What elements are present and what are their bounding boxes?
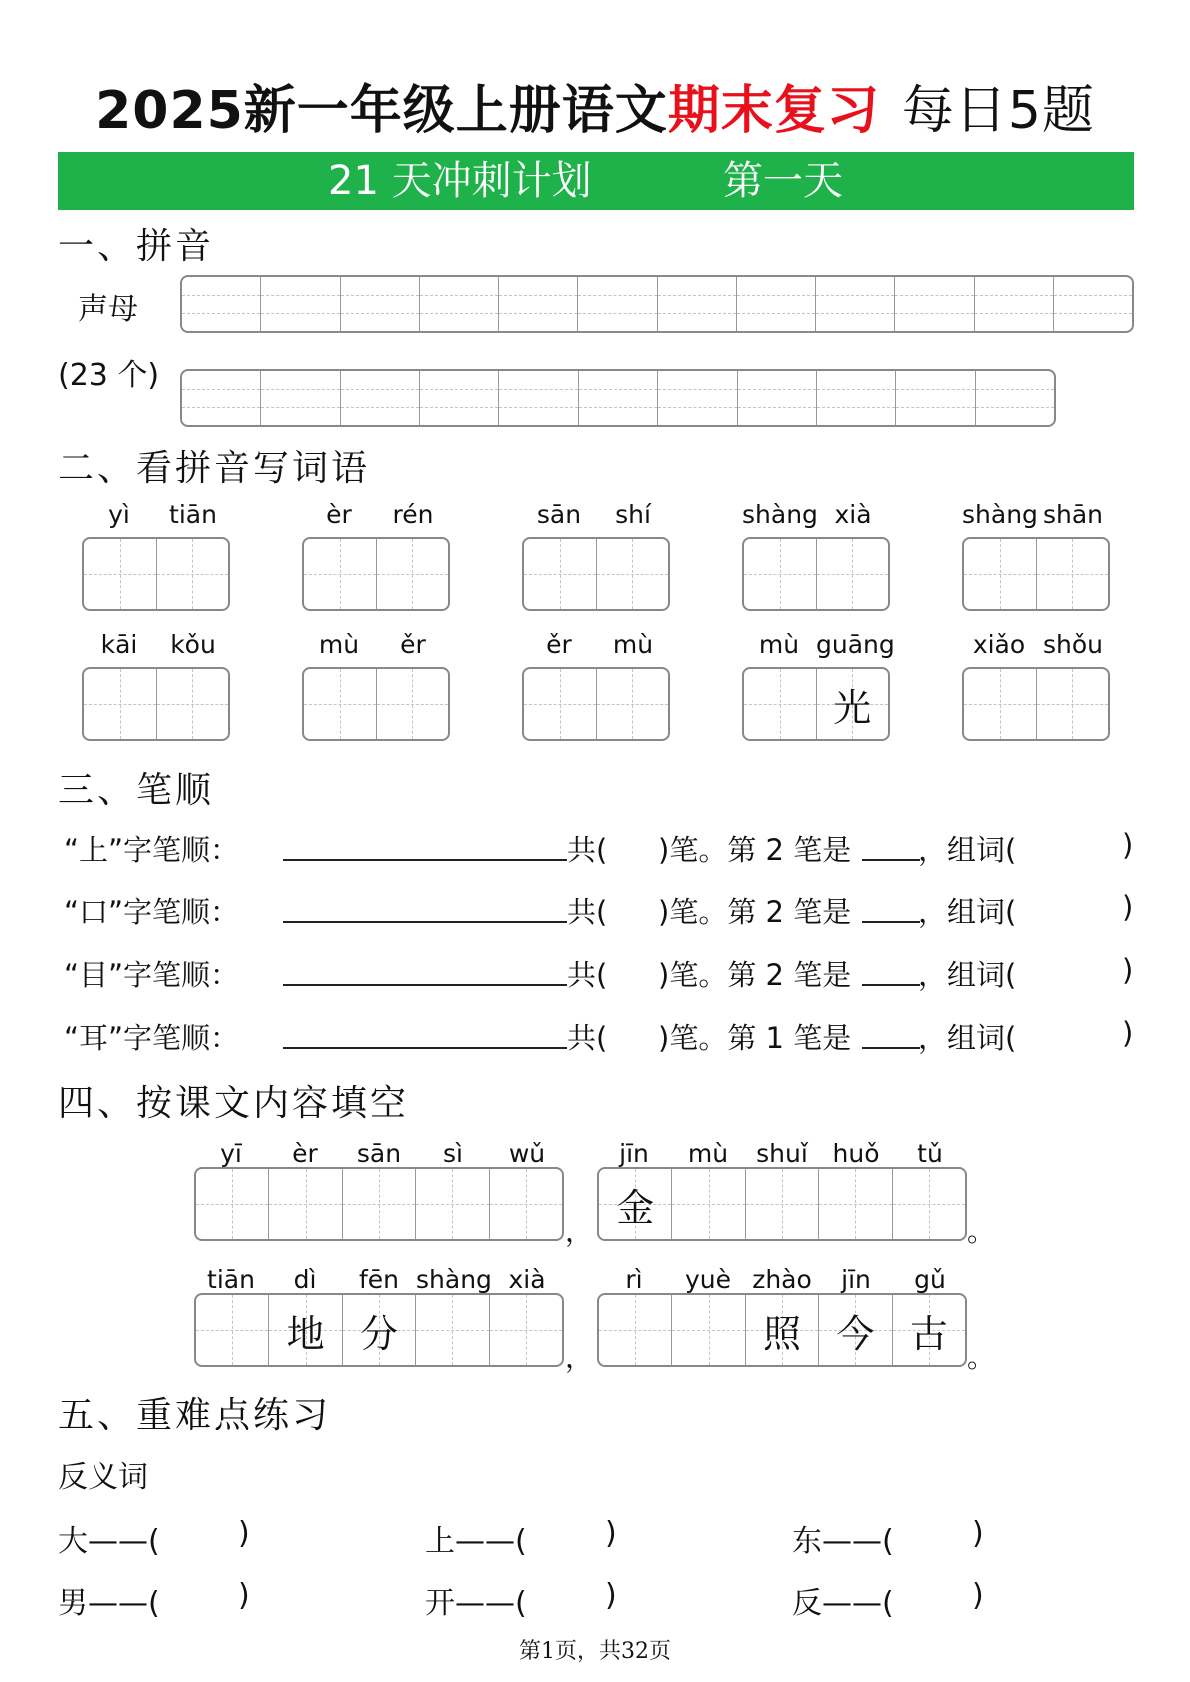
text-box-heaven-earth[interactable] xyxy=(194,1293,564,1367)
banner-plan: 21 天冲刺计划 xyxy=(328,158,592,204)
tian-cell[interactable] xyxy=(672,1295,745,1365)
tian-cell[interactable] xyxy=(597,539,669,609)
stroke-nth-label: )笔。第 2 笔是 xyxy=(658,958,852,992)
pinyin-label: tǔ xyxy=(917,1139,943,1168)
antonym-subtitle: 反义词 xyxy=(58,1460,148,1495)
stroke-count-open: 共( xyxy=(567,958,608,992)
tian-cell[interactable] xyxy=(524,669,597,739)
pinyin-label: rì xyxy=(625,1265,643,1294)
tian-cell[interactable] xyxy=(672,1169,745,1239)
pinyin-label: yuè xyxy=(684,1265,732,1294)
tian-cell[interactable] xyxy=(269,1169,342,1239)
tian-cell[interactable] xyxy=(599,1295,672,1365)
label-count: (23 个) xyxy=(58,358,160,393)
antonym-answer-blank[interactable] xyxy=(535,1516,605,1554)
word-writing-box[interactable] xyxy=(302,537,450,611)
antonym-prompt: 反——( xyxy=(792,1586,894,1621)
pinyin-writing-grid-1[interactable] xyxy=(180,275,1134,333)
antonym-answer-blank[interactable] xyxy=(902,1516,972,1554)
pinyin-label: kāi xyxy=(100,630,138,659)
stroke-nth-blank[interactable] xyxy=(862,920,920,923)
cell-char: 地 xyxy=(286,1311,325,1356)
tian-cell[interactable] xyxy=(597,669,669,739)
pinyin-label: èr xyxy=(292,1139,318,1168)
title-daily: 每日5题 xyxy=(901,81,1095,141)
pinyin-label: wǔ xyxy=(508,1139,546,1168)
stroke-nth-label: )笔。第 2 笔是 xyxy=(658,833,852,867)
tian-cell[interactable] xyxy=(196,1169,269,1239)
antonym-close: ) xyxy=(238,1578,250,1613)
word-writing-box[interactable] xyxy=(522,537,670,611)
tian-cell[interactable] xyxy=(416,1295,489,1365)
plan-banner xyxy=(58,152,1134,210)
pinyin-label: sān xyxy=(356,1139,402,1168)
tian-cell[interactable] xyxy=(269,1295,342,1365)
pinyin-label: mù xyxy=(687,1139,729,1168)
pinyin-label: tiān xyxy=(169,500,217,529)
cell-char: 光 xyxy=(833,685,872,730)
pinyin-label: jīn xyxy=(841,1265,871,1294)
word-label: ，组词( xyxy=(918,958,1017,992)
word-writing-box[interactable] xyxy=(82,667,230,741)
section1-title: 一、拼音 xyxy=(58,226,215,267)
word-writing-box[interactable] xyxy=(962,537,1110,611)
word-label: ，组词( xyxy=(918,1021,1017,1055)
pinyin-label: jīn xyxy=(619,1139,649,1168)
stroke-count-open: 共( xyxy=(567,1021,608,1055)
tian-cell[interactable] xyxy=(196,1295,269,1365)
word-writing-box[interactable] xyxy=(82,537,230,611)
pinyin-label: kǒu xyxy=(170,630,216,659)
stroke-count-open: 共( xyxy=(567,895,608,929)
pinyin-label: shí xyxy=(615,500,651,529)
cell-char: 今 xyxy=(836,1311,875,1356)
section5-title: 五、重难点练习 xyxy=(58,1395,332,1436)
pinyin-label: shān xyxy=(1042,500,1104,529)
stroke-order-blank[interactable] xyxy=(283,858,567,861)
pinyin-label: mù xyxy=(612,630,654,659)
tian-cell[interactable] xyxy=(377,539,449,609)
tian-cell[interactable] xyxy=(893,1169,965,1239)
tian-cell[interactable] xyxy=(817,669,889,739)
banner-day: 第一天 xyxy=(723,158,843,204)
antonym-prompt: 东——( xyxy=(792,1524,894,1559)
pinyin-label: guāng xyxy=(816,630,895,659)
word-close: ) xyxy=(1122,890,1134,924)
period-mark: 。 xyxy=(967,1341,996,1374)
tian-cell[interactable] xyxy=(599,1169,672,1239)
antonym-prompt: 开——( xyxy=(425,1586,527,1621)
text-box-numbers[interactable] xyxy=(194,1167,564,1241)
tian-cell[interactable] xyxy=(746,1169,819,1239)
period-mark: 。 xyxy=(967,1215,996,1248)
antonym-close: ) xyxy=(972,1578,984,1613)
tian-cell[interactable] xyxy=(746,1295,819,1365)
word-close: ) xyxy=(1122,828,1134,862)
word-writing-box[interactable] xyxy=(962,667,1110,741)
tian-cell[interactable] xyxy=(819,1169,892,1239)
stroke-order-blank[interactable] xyxy=(283,920,567,923)
tian-cell[interactable] xyxy=(490,1169,562,1239)
pinyin-label: shǒu xyxy=(1042,630,1103,659)
word-label: ，组词( xyxy=(918,833,1017,867)
tian-cell[interactable] xyxy=(964,539,1037,609)
stroke-char-label: “目”字笔顺： xyxy=(64,958,240,992)
tian-cell[interactable] xyxy=(817,539,889,609)
stroke-order-blank[interactable] xyxy=(283,1046,567,1049)
stroke-char-label: “耳”字笔顺： xyxy=(64,1021,240,1055)
tian-cell[interactable] xyxy=(1037,539,1109,609)
tian-cell[interactable] xyxy=(84,669,157,739)
pinyin-label: xiǎo xyxy=(972,630,1026,659)
tian-cell[interactable] xyxy=(157,539,229,609)
stroke-nth-blank[interactable] xyxy=(862,858,920,861)
word-label: ，组词( xyxy=(918,895,1017,929)
pinyin-label: shuǐ xyxy=(756,1139,808,1168)
cell-char: 照 xyxy=(763,1311,802,1356)
antonym-close: ) xyxy=(605,1516,617,1551)
stroke-nth-blank[interactable] xyxy=(862,1046,920,1049)
tian-cell[interactable] xyxy=(304,669,377,739)
pinyin-label: yī xyxy=(220,1139,242,1168)
tian-cell[interactable] xyxy=(84,539,157,609)
tian-cell[interactable] xyxy=(744,539,817,609)
pinyin-label: zhào xyxy=(752,1265,812,1294)
antonym-answer-blank[interactable] xyxy=(535,1578,605,1616)
text-box-elements[interactable] xyxy=(597,1167,967,1241)
section2-title: 二、看拼音写词语 xyxy=(58,448,371,489)
pinyin-label: mù xyxy=(318,630,360,659)
title-main: 2025新一年级上册语文 xyxy=(95,81,668,141)
stroke-nth-label: )笔。第 1 笔是 xyxy=(658,1021,852,1055)
pinyin-label: rén xyxy=(392,500,434,529)
pinyin-label: sān xyxy=(536,500,582,529)
pinyin-label: èr xyxy=(326,500,352,529)
pinyin-label: shàng xyxy=(962,500,1038,529)
word-close: ) xyxy=(1122,1016,1134,1050)
word-writing-box[interactable] xyxy=(742,537,890,611)
page-number: 第1页，共32页 xyxy=(519,1639,671,1664)
tian-cell[interactable] xyxy=(343,1169,416,1239)
pinyin-label: xià xyxy=(508,1265,546,1294)
antonym-prompt: 大——( xyxy=(58,1524,160,1559)
pinyin-label: ěr xyxy=(546,630,572,659)
text-box-sun-moon[interactable] xyxy=(597,1293,967,1367)
tian-cell[interactable] xyxy=(893,1295,965,1365)
tian-cell[interactable] xyxy=(964,669,1037,739)
tian-cell[interactable] xyxy=(343,1295,416,1365)
pinyin-label: mù xyxy=(758,630,800,659)
pinyin-label: gǔ xyxy=(914,1265,946,1294)
page-title xyxy=(0,68,1190,143)
pinyin-label: shàng xyxy=(742,500,818,529)
pinyin-label: tiān xyxy=(207,1265,255,1294)
comma-mark: ， xyxy=(565,1215,594,1248)
word-writing-box[interactable] xyxy=(522,667,670,741)
tian-cell[interactable] xyxy=(157,669,229,739)
pinyin-label: yì xyxy=(108,500,130,529)
pinyin-label: xià xyxy=(834,500,872,529)
word-writing-box[interactable] xyxy=(742,667,890,741)
section4-title: 四、按课文内容填空 xyxy=(58,1083,410,1124)
antonym-answer-blank[interactable] xyxy=(902,1578,972,1616)
section3-title: 三、笔顺 xyxy=(58,770,215,811)
tian-cell[interactable] xyxy=(377,669,449,739)
comma-mark: ， xyxy=(565,1341,594,1374)
stroke-char-label: “上”字笔顺： xyxy=(64,833,240,867)
cell-char: 金 xyxy=(616,1185,655,1230)
title-highlight: 期末复习 xyxy=(667,81,880,141)
tian-cell[interactable] xyxy=(490,1295,562,1365)
stroke-nth-label: )笔。第 2 笔是 xyxy=(658,895,852,929)
stroke-order-blank[interactable] xyxy=(283,983,567,986)
tian-cell[interactable] xyxy=(416,1169,489,1239)
antonym-close: ) xyxy=(238,1516,250,1551)
antonym-prompt: 男——( xyxy=(58,1586,160,1621)
pinyin-label: dì xyxy=(293,1265,317,1294)
pinyin-label: shàng xyxy=(416,1265,492,1294)
pinyin-label: huǒ xyxy=(832,1139,880,1168)
antonym-close: ) xyxy=(972,1516,984,1551)
word-close: ) xyxy=(1122,953,1134,987)
label-shengmu: 声母 xyxy=(78,292,138,327)
pinyin-writing-grid-2[interactable] xyxy=(180,369,1056,427)
antonym-close: ) xyxy=(605,1578,617,1613)
pinyin-label: fēn xyxy=(358,1265,400,1294)
cell-char: 分 xyxy=(360,1311,399,1356)
antonym-answer-blank[interactable] xyxy=(168,1516,238,1554)
tian-cell[interactable] xyxy=(744,669,817,739)
pinyin-label: sì xyxy=(443,1139,463,1168)
tian-cell[interactable] xyxy=(1037,669,1109,739)
tian-cell[interactable] xyxy=(819,1295,892,1365)
pinyin-label: ěr xyxy=(400,630,426,659)
cell-char: 古 xyxy=(909,1311,948,1356)
tian-cell[interactable] xyxy=(524,539,597,609)
antonym-prompt: 上——( xyxy=(425,1524,527,1559)
stroke-nth-blank[interactable] xyxy=(862,983,920,986)
tian-cell[interactable] xyxy=(304,539,377,609)
stroke-count-open: 共( xyxy=(567,833,608,867)
word-writing-box[interactable] xyxy=(302,667,450,741)
stroke-char-label: “口”字笔顺： xyxy=(64,895,240,929)
antonym-answer-blank[interactable] xyxy=(168,1578,238,1616)
